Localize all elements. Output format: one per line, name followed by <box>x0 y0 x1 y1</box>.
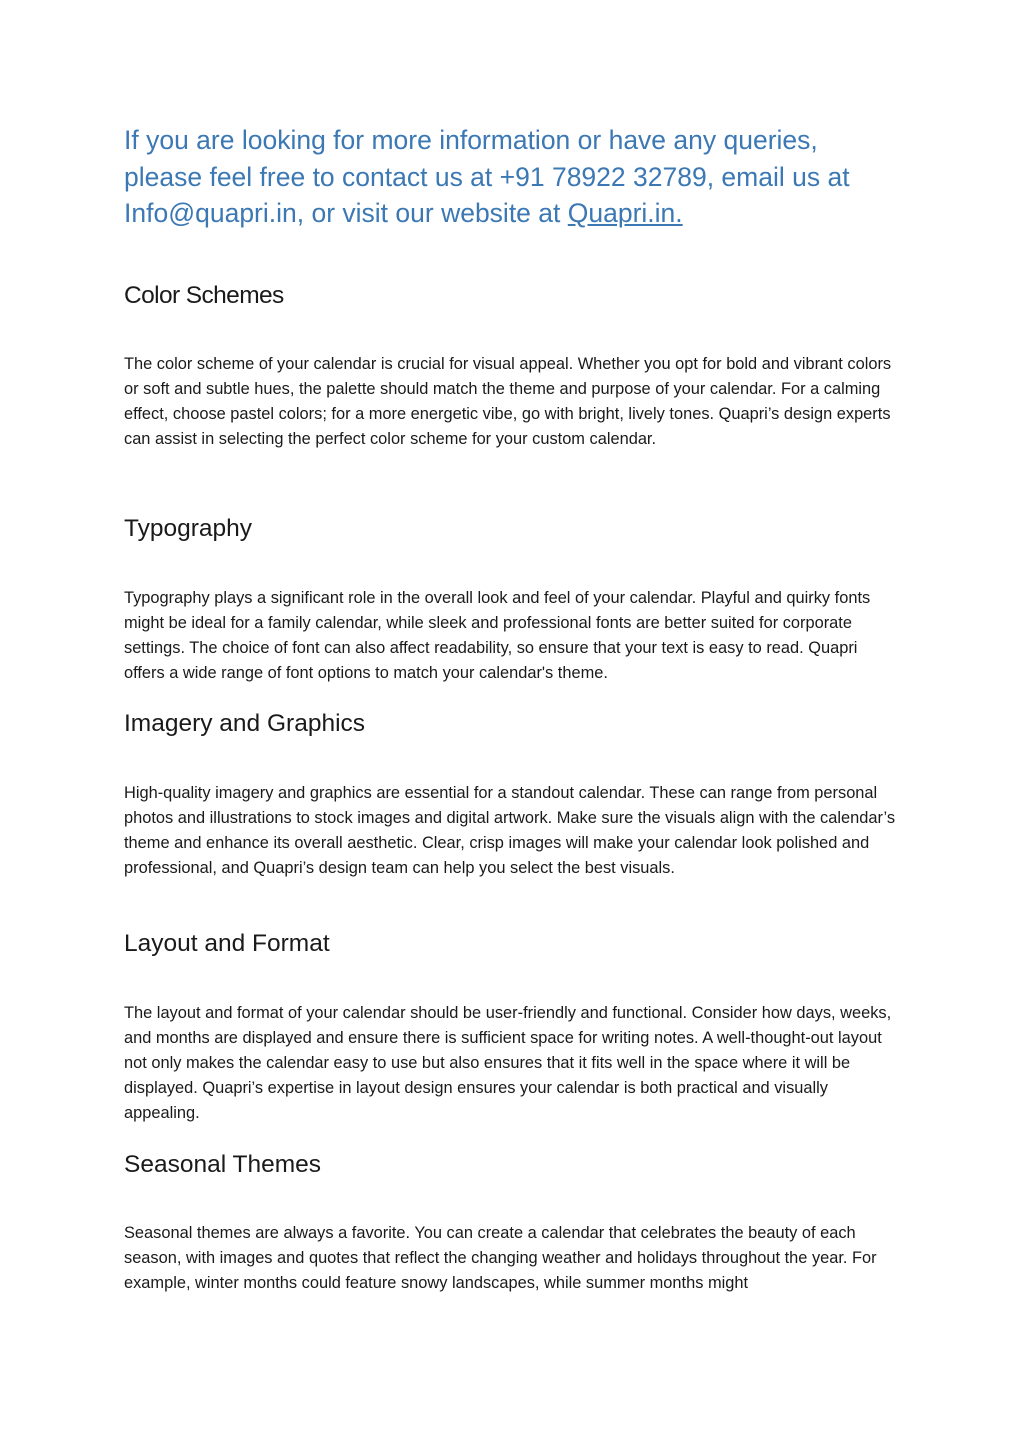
heading-seasonal-themes: Seasonal Themes <box>124 1151 322 1178</box>
website-link[interactable]: Quapri.in. <box>567 198 683 228</box>
heading-color-schemes: Color Schemes <box>124 282 284 309</box>
paragraph-layout-and-format: The layout and format of your calendar should be user-friendly and functional. Consider how days, weeks, and months are displayed and ensure there is sufficient space for writing notes. A well-thought-out layout not only makes the calendar easy to use but also ensures that it fits well in the space where it will be displayed. Quapri’s expertise in layout design ensures your calendar is both practical and visually appealing. <box>124 1004 892 1122</box>
paragraph-seasonal-themes: Seasonal themes are always a favorite. You can create a calendar that celebrates the beauty of each season, with images and quotes that reflect the changing weather and holidays throughout the year. For example, winter months could feature snowy landscapes, while summer months might <box>124 1224 877 1292</box>
contact-intro-text: If you are looking for more information or have any queries, please feel free to contact us at +91 78922 32789, email us at Info@quapri.in, or visit our website at <box>124 125 850 228</box>
heading-typography: Typography <box>124 515 253 542</box>
paragraph-imagery-and-graphics: High-quality imagery and graphics are essential for a standout calendar. These can range from personal photos and illustrations to stock images and digital artwork. Make sure the visuals align with the calendar’s theme and enhance its overall aesthetic. Clear, crisp images will make your calendar look polished and professional, and Quapri’s design team can help you select the best visuals. <box>124 784 896 877</box>
heading-layout-and-format: Layout and Format <box>124 930 330 957</box>
contact-intro <box>124 122 894 232</box>
paragraph-color-schemes: The color scheme of your calendar is crucial for visual appeal. Whether you opt for bold and vibrant colors or soft and subtle hues, the palette should match the theme and purpose of your calendar. For a calming effect, choose pastel colors; for a more energetic vibe, go with bright, lively tones. Quapri’s design experts can assist in selecting the perfect color scheme for your custom calendar. <box>124 355 892 448</box>
heading-imagery-and-graphics: Imagery and Graphics <box>124 710 366 737</box>
paragraph-typography: Typography plays a significant role in the overall look and feel of your calendar. Playful and quirky fonts might be ideal for a family calendar, while sleek and professional fonts are better suited for corporate settings. The choice of font can also affect readability, so ensure that your text is easy to read. Quapri offers a wide range of font options to match your calendar's theme. <box>124 589 871 682</box>
